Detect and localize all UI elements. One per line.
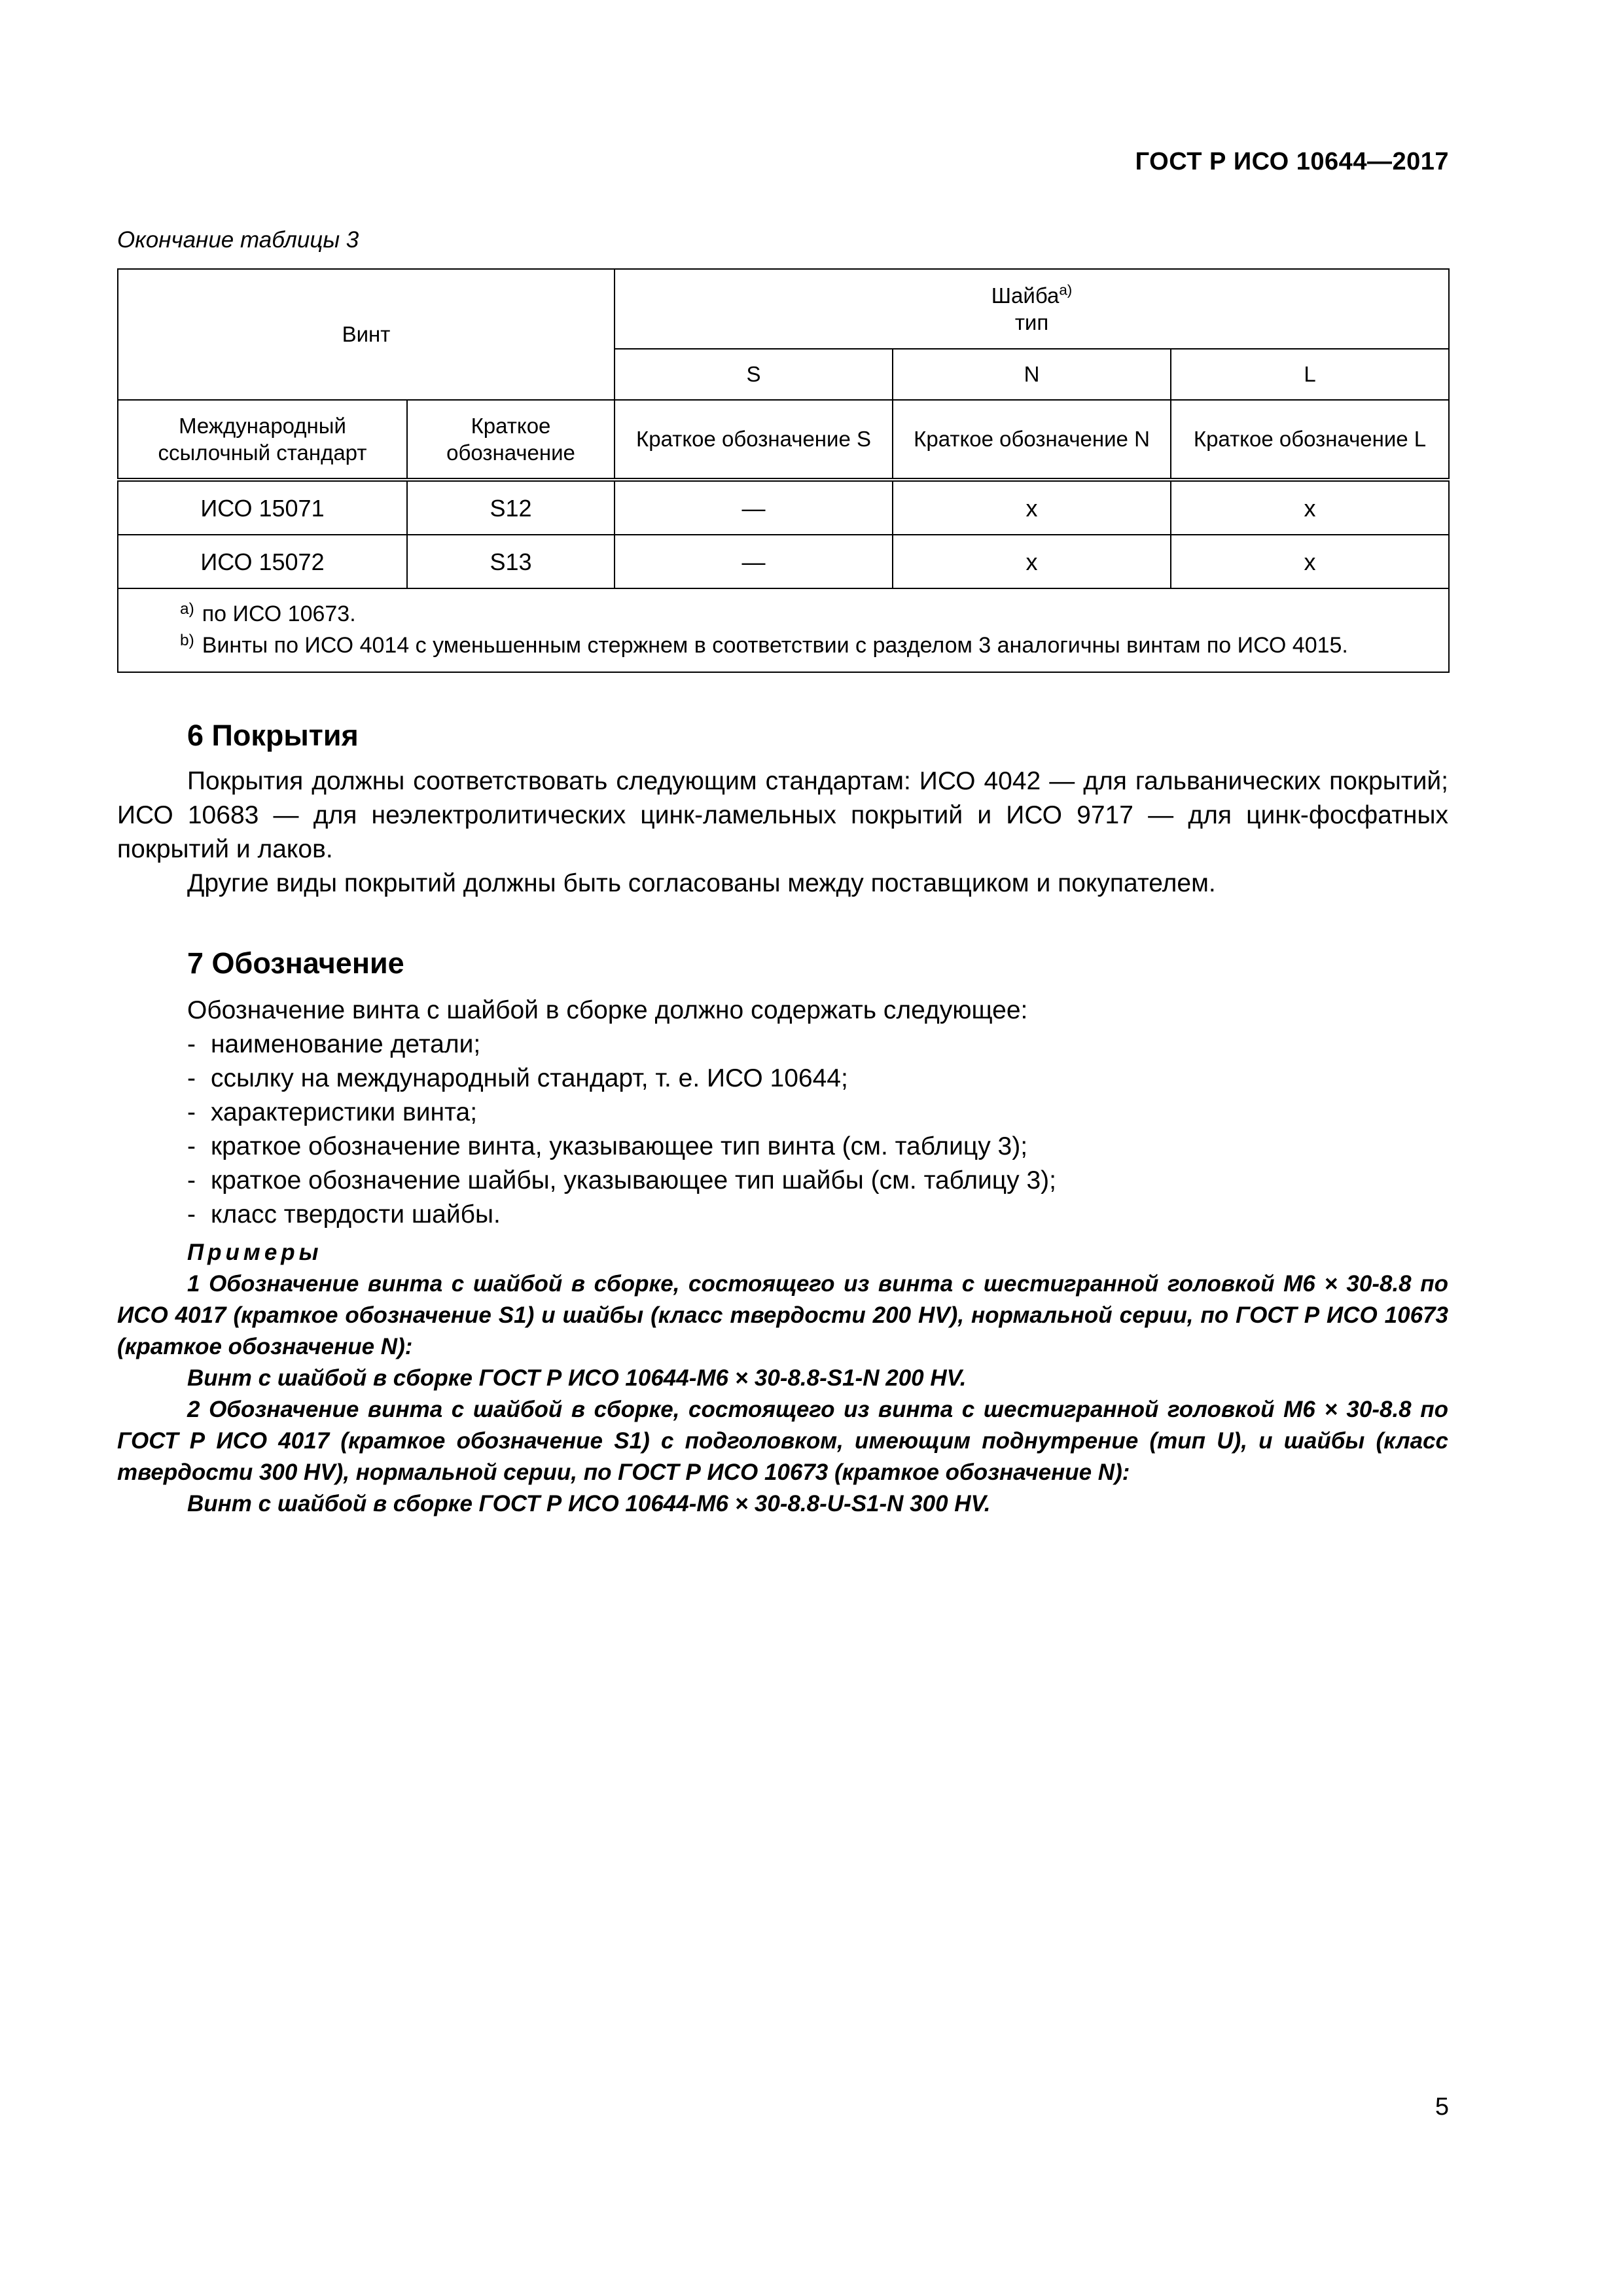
type-n-header: N (893, 349, 1171, 400)
table-row (118, 535, 1449, 588)
section-7-intro: Обозначение винта с шайбой в сборке должно содержать следующее: (187, 996, 1028, 1024)
designation-list (187, 1028, 1056, 1232)
cell-l: x (1171, 480, 1449, 535)
cell-s: — (615, 535, 893, 588)
table-footnotes (118, 588, 1449, 672)
example-1-designation: Винт с шайбой в сборке ГОСТ Р ИСО 10644-М6 × 30-8.8-S1-N 200 HV. (187, 1365, 967, 1391)
example-2-designation: Винт с шайбой в сборке ГОСТ Р ИСО 10644-М6 × 30-8.8-U-S1-N 300 HV. (187, 1491, 991, 1516)
example-1: 1 Обозначение винта с шайбой в сборке, состоящего из винта с шестигранной головкой М6 × 30-8.8 по ИСО 4017 (краткое обозначение S1) и шайбы (класс твердости 200 HV), нормальной серии, по ГОСТ Р ИСО 10673 (краткое обозначение N): (117, 1271, 1448, 1359)
section-6-paragraph-2: Другие виды покрытий должны быть согласованы между поставщиком и покупателем. (187, 869, 1216, 897)
type-s-header: S (615, 349, 893, 400)
list-item: - краткое обозначение винта, указывающее тип винта (см. таблицу 3); (187, 1132, 1028, 1160)
cell-short: S13 (407, 535, 615, 588)
cell-s: — (615, 480, 893, 535)
washer-footnote-mark: a) (1059, 281, 1073, 298)
cell-short: S12 (407, 480, 615, 535)
cell-standard: ИСО 15071 (118, 480, 407, 535)
table-row (118, 480, 1449, 535)
short-designation-n-header: Краткое обозначение N (893, 400, 1171, 480)
table-3 (117, 268, 1450, 673)
list-item: - ссылку на международный стандарт, т. е. ИСО 10644; (187, 1064, 848, 1092)
short-designation-header: Краткое обозначение (407, 400, 615, 480)
section-6-paragraph-1: Покрытия должны соответствовать следующим стандартам: ИСО 4042 — для гальванических покрытий; ИСО 10683 — для неэлектролитических цинк-ламельных покрытий и ИСО 9717 — для цинк-фосфатных покрытий и лаков. (117, 767, 1448, 863)
table-caption: Окончание таблицы 3 (117, 227, 359, 253)
screw-header: Винт (118, 269, 615, 400)
example-2: 2 Обозначение винта с шайбой в сборке, состоящего из винта с шестигранной головкой М6 × 30-8.8 по ГОСТ Р ИСО 4017 (краткое обозначение S1) с подголовком, имеющим поднутрение (тип U), и шайбы (класс твердости 300 HV), нормальной серии, по ГОСТ Р ИСО 10673 (краткое обозначение N): (117, 1397, 1448, 1485)
footnote-a: $^{a)}$ по ИСО 10673. (180, 600, 356, 627)
footnote-b: $^{b)}$ Винты по ИСО 4014 с уменьшенным стержнем в соответствии с разделом 3 аналогичны винтам по ИСО 4015. (180, 631, 1348, 658)
cell-l: x (1171, 535, 1449, 588)
list-item: - наименование детали; (187, 1030, 481, 1058)
washer-header: Шайба$^{a)}$ тип (615, 269, 1449, 349)
list-item: - класс твердости шайбы. (187, 1200, 501, 1229)
examples-block (117, 1237, 1448, 1520)
type-l-header: L (1171, 349, 1449, 400)
list-item: - характеристики винта; (187, 1098, 478, 1126)
document-code: ГОСТ Р ИСО 10644—2017 (1135, 148, 1449, 175)
examples-title: Примеры (187, 1240, 323, 1265)
cell-n: x (893, 535, 1171, 588)
intl-standard-header: Международный ссылочный стандарт (118, 400, 407, 480)
page-number: 5 (1435, 2093, 1449, 2121)
short-designation-l-header: Краткое обозначение L (1171, 400, 1449, 480)
short-designation-s-header: Краткое обозначение S (615, 400, 893, 480)
cell-n: x (893, 480, 1171, 535)
cell-standard: ИСО 15072 (118, 535, 407, 588)
list-item: - краткое обозначение шайбы, указывающее тип шайбы (см. таблицу 3); (187, 1166, 1056, 1194)
section-6-title: 6 Покрытия (187, 719, 359, 752)
section-7-title: 7 Обозначение (187, 946, 404, 980)
